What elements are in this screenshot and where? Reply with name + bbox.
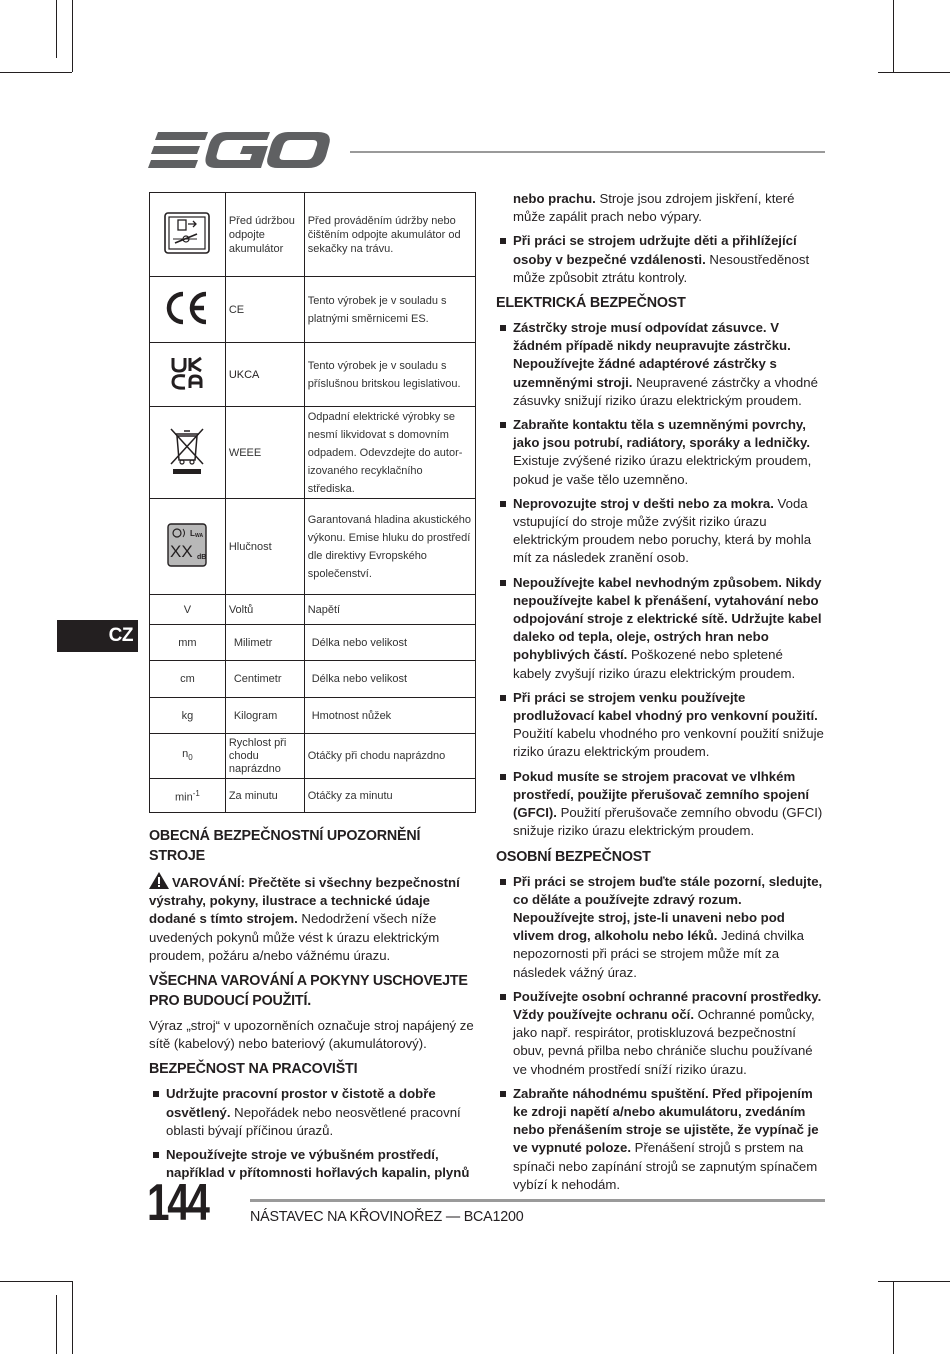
symbol-description: Garantovaná hladina akustického výkonu. Emise hluku do prostředí dle direktivy Evropského společenství. bbox=[304, 499, 475, 595]
language-tab: CZ bbox=[57, 620, 138, 652]
list-item bbox=[496, 495, 824, 568]
crop-mark bbox=[72, 1281, 73, 1354]
symbol-name: Kilogram bbox=[225, 698, 304, 734]
symbol-name: Voltů bbox=[225, 595, 304, 625]
item-text: Jediná chvilka nepozornosti při práci se strojem může mít za následek vážný úraz. bbox=[513, 928, 804, 980]
crop-mark bbox=[56, 0, 57, 58]
warning-bold: VAROVÁNÍ: Přečtěte si všechny bezpečnostní výstrahy, pokyny, ilustrace a technické údaje dodané s tímto strojem. bbox=[149, 875, 460, 927]
item-text: Existuje zvýšené riziko úrazu elektrickým proudem, pokud je vaše tělo uzemněno. bbox=[513, 453, 812, 487]
symbol-cell bbox=[150, 343, 226, 407]
item-text: Nepořádek nebo neosvětlené pracovní oblasti bývají příčinou úrazů. bbox=[166, 1104, 461, 1138]
item-bold: Neprovozujte stroj v dešti nebo za mokra. bbox=[513, 495, 774, 511]
list-item bbox=[496, 988, 824, 1079]
ce-mark-icon bbox=[164, 290, 210, 326]
crop-mark bbox=[878, 72, 950, 73]
symbol-name: Milimetr bbox=[225, 625, 304, 661]
table-row bbox=[150, 595, 476, 625]
table-row bbox=[150, 698, 476, 734]
symbol-cell: kg bbox=[150, 698, 226, 734]
symbol-name: CE bbox=[225, 277, 304, 343]
crop-mark bbox=[0, 72, 72, 73]
list-item bbox=[496, 319, 824, 410]
warning-text: Nedodržení všech níže uvedených pokynů může vést k úrazu elektrickým proudem, požáru a/nebo vážnému úrazu. bbox=[149, 911, 440, 963]
paragraph: Výraz „stroj“ v upozorněních označuje stroj napájený ze sítě (kabelový) nebo bateriový (akumulátorový). bbox=[149, 1018, 474, 1052]
item-bold: Při práci se strojem venku používejte prodlužovací kabel vhodný pro venkovní použití. bbox=[513, 689, 818, 724]
symbol-subscript: 0 bbox=[188, 753, 193, 763]
list-item bbox=[496, 873, 824, 982]
page-number: 144 bbox=[147, 1174, 208, 1232]
list-item bbox=[496, 768, 824, 841]
symbol-description: Tento výrobek je v souladu s příslušnou britskou legislativou. bbox=[304, 343, 475, 407]
table-row bbox=[150, 625, 476, 661]
svg-text:L: L bbox=[190, 528, 196, 538]
item-bold: Při práci se strojem udržujte děti a přihlížející osoby v bezpečné vzdálenosti. bbox=[513, 233, 797, 267]
symbol-cell bbox=[150, 407, 226, 499]
section-heading: OBECNÁ BEZPEČNOSTNÍ UPOZORNĚNÍ STROJE bbox=[149, 828, 421, 864]
symbol-description: Před prováděním údržby nebo čištěním odpojte akumulátor od sekačky na trávu. bbox=[304, 193, 475, 277]
symbol-text: min bbox=[174, 791, 193, 804]
symbol-cell bbox=[150, 734, 226, 779]
table-row bbox=[150, 407, 476, 499]
symbol-name: Za minutu bbox=[225, 779, 304, 813]
section-heading: OSOBNÍ BEZPEČNOST bbox=[496, 848, 651, 865]
table-row bbox=[150, 779, 476, 813]
list-item bbox=[496, 416, 824, 489]
symbol-description: Tento výrobek je v souladu s platnými směrnicemi ES. bbox=[304, 277, 475, 343]
symbol-cell: cm bbox=[150, 661, 226, 698]
item-text: Stroje jsou zdrojem jiskření, které může zapálit prach nebo výpary. bbox=[513, 191, 795, 225]
weee-crossed-bin-icon bbox=[168, 426, 206, 476]
symbol-cell: mm bbox=[150, 625, 226, 661]
bullet-list bbox=[496, 873, 824, 1194]
symbol-cell bbox=[150, 779, 226, 813]
item-bold: Používejte osobní ochranné pracovní prostředky. Vždy používejte ochranu očí. bbox=[513, 988, 822, 1022]
header-rule bbox=[350, 151, 825, 153]
item-bold: Nepoužívejte stroje ve výbušném prostředí, například v přítomnosti hořlavých kapalin, plynů bbox=[166, 1147, 470, 1181]
item-text: Nesoustředěnost může způsobit ztrátu kontroly. bbox=[513, 251, 810, 285]
crop-mark bbox=[56, 1295, 57, 1354]
item-text: Ochranné pomůcky, jako např. respirátor, protiskluzová bezpečnostní obuv, pevná přilba nebo chrániče sluchu používané ve vhodném prostředí sníží riziko úrazu. bbox=[513, 1006, 815, 1077]
svg-text:dB: dB bbox=[197, 553, 207, 561]
list-item bbox=[496, 232, 824, 287]
item-bold: nebo prachu. bbox=[513, 191, 596, 206]
symbol-name: UKCA bbox=[225, 343, 304, 407]
item-bold: Zástrčky stroje musí odpovídat zásuvce. V žádném případě nikdy neupravujte zástrčku. Nepoužívejte žádné adaptérové zástrčky s uzemněnými stroji. bbox=[513, 320, 791, 390]
svg-text:WA: WA bbox=[195, 532, 204, 539]
table-row bbox=[150, 734, 476, 779]
item-bold: Zabraňte náhodnému spuštění. Před připojením ke zdroji napětí a/nebo akumulátoru, zvedáním nebo přenášením stroje se ujistěte, že vypínač je ve vypnuté poloze. bbox=[513, 1085, 819, 1156]
item-text: Neupravené zástrčky a vhodné zásuvky snižují riziko úrazu elektrickým proudem. bbox=[513, 374, 818, 408]
section-heading: VŠECHNA VAROVÁNÍ A POKYNY USCHOVEJTE PRO BUDOUCÍ POUŽITÍ. bbox=[149, 973, 468, 1010]
bullet-list bbox=[496, 319, 824, 840]
bullet-list bbox=[496, 232, 824, 287]
symbol-name: Centimetr bbox=[225, 661, 304, 698]
continued-paragraph bbox=[496, 190, 824, 226]
symbol-name: WEEE bbox=[225, 407, 304, 499]
symbol-description: Délka nebo velikost bbox=[304, 625, 475, 661]
item-text: Poškozené nebo spletené kabely zvyšují riziko úrazu elektrickým proudem. bbox=[513, 647, 796, 681]
table-row bbox=[150, 661, 476, 698]
list-item bbox=[496, 689, 824, 762]
symbol-cell: V bbox=[150, 595, 226, 625]
symbol-cell bbox=[150, 193, 226, 277]
item-text: Voda vstupující do stroje může zvýšit riziko úrazu elektrickým proudem nebo poruchy, která by mohla mít za následek zranění osob. bbox=[513, 495, 812, 566]
crop-mark bbox=[72, 0, 73, 72]
item-bold: Při práci se strojem buďte stále pozorní, sledujte, co děláte a používejte zdravý rozum. Nepoužívejte stroj, jste-li unaveni nebo pod vlivem drog, alkoholu nebo léků. bbox=[513, 873, 823, 944]
symbol-table bbox=[149, 192, 476, 813]
symbol-cell bbox=[150, 277, 226, 343]
table-row bbox=[150, 499, 476, 595]
maintenance-icon bbox=[164, 212, 210, 254]
right-column bbox=[496, 190, 824, 1200]
warning-paragraph bbox=[149, 872, 474, 965]
footer-title: NÁSTAVEC NA KŘOVINOŘEZ — BCA1200 bbox=[250, 1209, 524, 1225]
crop-mark bbox=[0, 1281, 72, 1282]
symbol-description: Hmotnost nůžek bbox=[304, 698, 475, 734]
symbol-name: Před údržbou odpojte akumulátor bbox=[225, 193, 304, 277]
list-item bbox=[496, 1085, 824, 1194]
warning-triangle-icon bbox=[149, 872, 169, 889]
ukca-mark-icon bbox=[170, 356, 204, 390]
symbol-description: Napětí bbox=[304, 595, 475, 625]
footer-rule bbox=[250, 1199, 825, 1202]
symbol-description: Otáčky za minutu bbox=[304, 779, 475, 813]
symbol-description: Odpadní elektrické výrobky se nesmí likvidovat s domovním odpadem. Odevzdejte do autor-izovaného recyklačního střediska. bbox=[304, 407, 475, 499]
symbol-cell bbox=[150, 499, 226, 595]
list-item bbox=[149, 1085, 474, 1140]
item-text: Použití přerušovače zemního obvodu (GFCI) snižuje riziko úrazu elektrickým proudem. bbox=[513, 805, 823, 839]
list-item bbox=[496, 574, 824, 683]
bullet-list bbox=[149, 1085, 474, 1182]
symbol-name: Rychlost při chodu naprázdno bbox=[225, 734, 304, 779]
noise-level-icon bbox=[167, 523, 207, 567]
section-heading: BEZPEČNOST NA PRACOVIŠTI bbox=[149, 1061, 358, 1078]
symbol-superscript: -1 bbox=[192, 788, 200, 798]
item-bold: Pokud musíte se strojem pracovat ve vlhkém prostředí, použijte přerušovač zemního spojení (GFCI). bbox=[513, 768, 810, 821]
left-column bbox=[149, 826, 474, 1188]
item-bold: Nepoužívejte kabel nevhodným způsobem. Nikdy nepoužívejte kabel k přenášení, vytahování nebo odpojování stroje z elektrické sítě. Udržujte kabel daleko od tepla, oleje, ostrých hran nebo pohyblivých částí. bbox=[513, 574, 822, 663]
section-heading: ELEKTRICKÁ BEZPEČNOST bbox=[496, 295, 686, 312]
crop-mark bbox=[893, 0, 894, 72]
table-row bbox=[150, 193, 476, 277]
item-text: Použití kabelu vhodného pro venkovní použití snižuje riziko úrazu elektrickým proudem. bbox=[513, 726, 824, 760]
symbol-text: n bbox=[182, 747, 189, 760]
crop-mark bbox=[893, 1281, 894, 1354]
item-bold: Zabraňte kontaktu těla s uzemněnými povrchy, jako jsou potrubí, radiátory, sporáky a ledničky. bbox=[513, 417, 811, 451]
ego-logo bbox=[148, 128, 333, 174]
svg-text:XX: XX bbox=[170, 541, 194, 561]
symbol-description: Otáčky při chodu naprázdno bbox=[304, 734, 475, 779]
symbol-description: Délka nebo velikost bbox=[304, 661, 475, 698]
table-row bbox=[150, 277, 476, 343]
item-bold: Udržujte pracovní prostor v čistotě a dobře osvětlený. bbox=[166, 1086, 436, 1120]
item-text: Přenášení strojů s prstem na spínači nebo zapínání strojů se zapnutým spínačem vybízí k nehodám. bbox=[513, 1140, 818, 1192]
symbol-name: Hlučnost bbox=[225, 499, 304, 595]
crop-mark bbox=[878, 1281, 950, 1282]
table-row bbox=[150, 343, 476, 407]
